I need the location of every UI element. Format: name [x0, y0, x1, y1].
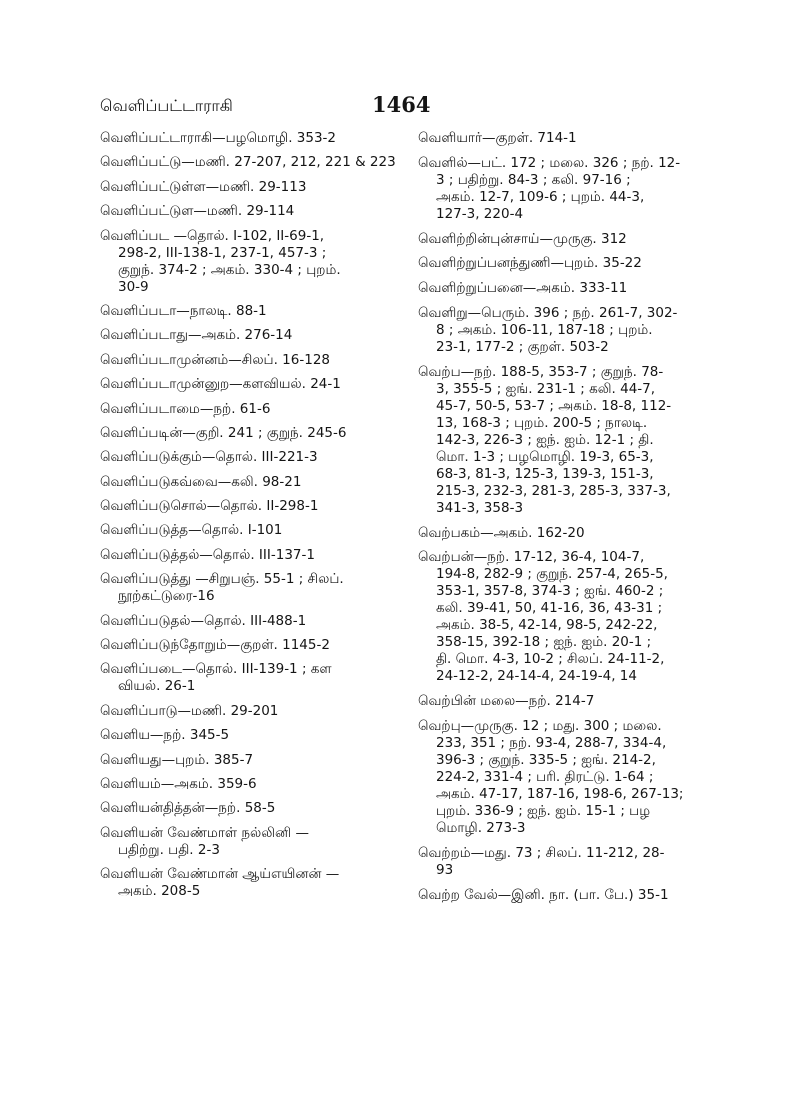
index-entry: வெளிப்படாது—அகம். 276-14 [100, 327, 293, 344]
index-entry: வெளிப்படா—நாலடி. 88-1 [100, 302, 267, 319]
index-entry: வெளியன் வேண்மான் ஆய்எயினன் — அகம். 208-5 [100, 866, 340, 900]
index-entry: வெளிப்படுத்த—தொல். I-101 [100, 522, 283, 539]
page-number: 1464 [372, 92, 431, 117]
index-entry: வெளிப்பட்டுள—மணி. 29-114 [100, 203, 295, 220]
index-entry: வெளியது—புறம். 385-7 [100, 751, 254, 768]
index-entry: வெளிப்படின்—குறி. 241 ; குறுந். 245-6 [100, 424, 347, 441]
index-entry: வெளியன்தித்தன்—நற். 58-5 [100, 800, 276, 817]
index-entry: வெளிற்றின்புன்சாய்—முருகு. 312 [418, 230, 627, 247]
index-entry: வெளிப்படுத்து —சிறுபஞ். 55-1 ; சிலப். நூற்கட்டுரை-16 [100, 571, 344, 605]
index-entry: வெளிப்படுசொல்—தொல். II-298-1 [100, 498, 319, 515]
index-entry: வெற்றம்—மது. 73 ; சிலப். 11-212, 28- 93 [418, 844, 665, 878]
index-entry: வெளில்—பட். 172 ; மலை. 326 ; நற். 12- 3 ; பதிற்று. 84-3 ; கலி. 97-16 ; அகம். 12-7, 109-6 ; புறம். 44-3, 127-3, 220-4 [418, 154, 681, 222]
index-entry: வெளிப்படாமுன்னுற—களவியல். 24-1 [100, 376, 341, 393]
index-entry: வெளிப்படுக்கும்—தொல். III-221-3 [100, 449, 318, 466]
index-entry: வெற்பகம்—அகம். 162-20 [418, 524, 585, 541]
index-entry: வெளிப்படுத்தல்—தொல். III-137-1 [100, 546, 315, 563]
index-entry: வெளியம்—அகம். 359-6 [100, 775, 257, 792]
index-entry: வெளிற்றுப்பனை—அகம். 333-11 [418, 280, 628, 297]
index-entry: வெளிப்படை—தொல். III-139-1 ; கள வியல். 26-1 [100, 661, 332, 695]
index-entry: வெற்பன்—நற். 17-12, 36-4, 104-7, 194-8, 282-9 ; குறுந். 257-4, 265-5, 353-1, 357-8, 374-3 ; ஐங். 460-2 ; கலி. 39-41, 50, 41-16, 36, 43-31 ; அகம். 38-5, 42-14, 98-5, 242-22, 358-15, 392-18 ; ஐந். ஐம். 20-1 ; தி. மொ. 4-3, 10-2 ; சிலப். 24-11-2, 24-12-2, 24-14-4, 24-19-4, 14 [418, 549, 668, 685]
index-entry: வெளிப்படாமுன்னம்—சிலப். 16-128 [100, 351, 331, 368]
index-entry: வெற்பு—முருகு. 12 ; மது. 300 ; மலை. 233, 351 ; நற். 93-4, 288-7, 334-4, 396-3 ; குறுந். 335-5 ; ஐங். 214-2, 224-2, 331-4 ; பரி. திரட்டு. 1-64 ; அகம். 47-17, 187-16, 198-6, 267-13; புறம். 336-9 ; ஐந். ஐம். 15-1 ; பழ மொழி. 273-3 [418, 717, 684, 836]
index-entry: வெளிற்றுப்பனந்துணி—புறம். 35-22 [418, 255, 642, 272]
index-entry: வெற்பின் மலை—நற். 214-7 [418, 693, 595, 710]
page-header [0, 92, 800, 126]
index-entry: வெற்ற வேல்—இனி. நா. (பா. பே.) 35-1 [418, 886, 669, 903]
index-entry: வெளிப்படுதல்—தொல். III-488-1 [100, 612, 307, 629]
index-entry: வெளிப்படாமை—நற். 61-6 [100, 400, 271, 417]
index-entry: வெளிறு—பெரும். 396 ; நற். 261-7, 302- 8 ; அகம். 106-11, 187-18 ; புறம். 23-1, 177-2 ; குறள். 503-2 [418, 304, 678, 355]
index-entry: வெளியன் வேண்மாள் நல்லினி — பதிற்று. பதி. 2-3 [100, 824, 309, 858]
index-entry: வெளிப்பட்டாராகி—பழமொழி. 353-2 [100, 130, 337, 146]
index-entry: வெளிப்படுகவ்வை—கலி. 98-21 [100, 473, 302, 490]
index-entry: வெளிப்பட —தொல். I-102, II-69-1, 298-2, III-138-1, 237-1, 457-3 ; குறுந். 374-2 ; அகம். 330-4 ; புறம். 30-9 [100, 227, 341, 295]
index-entry: வெளிப்பாடு—மணி. 29-201 [100, 702, 279, 719]
index-entry: வெளிப்பட்டுள்ள—மணி. 29-113 [100, 178, 307, 195]
index-entry: வெளிப்பட்டு—மணி. 27-207, 212, 221 & 223 [100, 154, 396, 171]
running-head: வெளிப்பட்டாராகி [100, 96, 233, 115]
index-entry: வெற்ப—நற். 188-5, 353-7 ; குறுந். 78- 3, 355-5 ; ஐங். 231-1 ; கலி. 44-7, 45-7, 50-5, 53-7 ; அகம். 18-8, 112- 13, 168-3 ; புறம். 200-5 ; நாலடி. 142-3, 226-3 ; ஐந். ஐம். 12-1 ; தி. மொ. 1-3 ; பழமொழி. 19-3, 65-3, 68-3, 81-3, 125-3, 139-3, 151-3, 215-3, 232-3, 281-3, 285-3, 337-3, 341-3, 358-3 [418, 363, 672, 516]
right-column [418, 130, 714, 911]
left-column [100, 130, 400, 908]
index-entry: வெளியார்—குறள். 714-1 [418, 130, 577, 146]
index-entry: வெளிய—நற். 345-5 [100, 727, 230, 744]
index-entry: வெளிப்படுந்தோறும்—குறள். 1145-2 [100, 637, 330, 654]
